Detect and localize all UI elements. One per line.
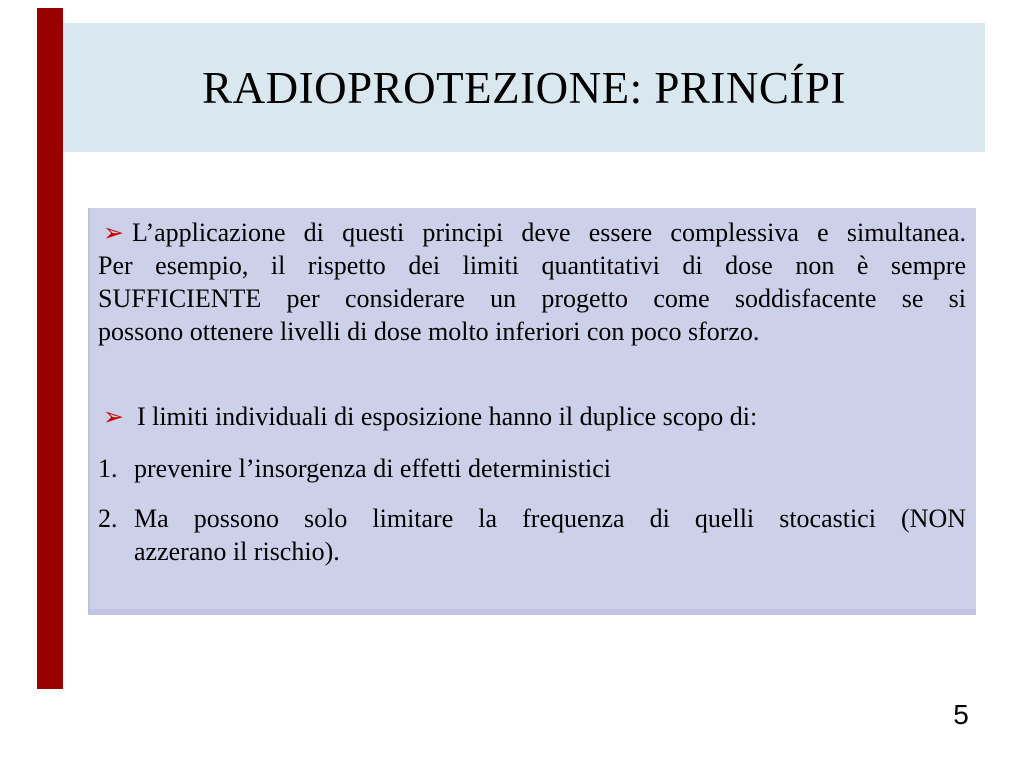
- page-number: 5: [953, 699, 969, 730]
- paragraph-line: [98, 216, 966, 249]
- paragraph-line: Per esempio, il rispetto dei limiti quantitativi di dose non è sempre: [98, 251, 966, 280]
- item-number: 1.: [98, 454, 118, 483]
- bullet-paragraph-1: [98, 216, 966, 348]
- paragraph-line: prevenire l’insorgenza di effetti deterministici: [134, 454, 611, 483]
- arrow-bullet-icon: ➢: [103, 402, 124, 431]
- paragraph-text: L’applicazione di questi principi deve essere complessiva e simultanea.: [131, 218, 966, 247]
- item-number: 2.: [98, 504, 118, 533]
- item-text: [134, 502, 966, 568]
- item-text: [134, 452, 966, 485]
- paragraph-line: possono ottenere livelli di dose molto inferiori con poco sforzo.: [98, 317, 760, 346]
- slide-title: RADIOPROTEZIONE: PRINCÍPI: [202, 62, 846, 113]
- paragraph-line: azzerano il rischio).: [134, 537, 340, 566]
- bullet-paragraph-2: [98, 400, 966, 433]
- numbered-item-2: [98, 502, 966, 568]
- content-box: [88, 208, 976, 615]
- numbered-item-1: [98, 452, 966, 485]
- paragraph-text: I limiti individuali di esposizione hanno il duplice scopo di:: [136, 402, 758, 431]
- left-accent-bar: [37, 8, 63, 689]
- paragraph-line: Ma possono solo limitare la frequenza di quelli stocastici (NON: [134, 504, 966, 533]
- paragraph-line: [98, 400, 966, 433]
- paragraph-line: SUFFICIENTE per considerare un progetto come soddisfacente se si: [98, 284, 966, 313]
- arrow-bullet-icon: ➢: [103, 218, 124, 247]
- title-band: [63, 23, 985, 152]
